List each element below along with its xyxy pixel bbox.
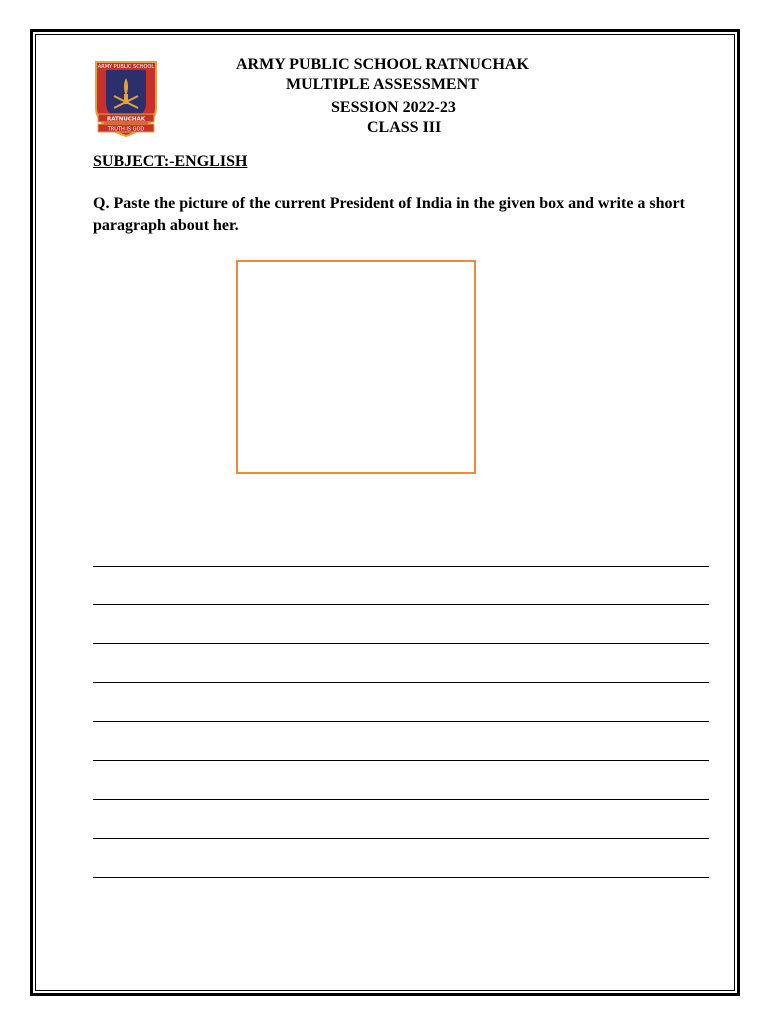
subject-heading: SUBJECT:-ENGLISH — [93, 153, 248, 170]
logo-motto: TRUTH IS GOD — [107, 126, 145, 133]
writing-line — [93, 682, 709, 683]
writing-line — [93, 604, 709, 605]
writing-line — [93, 799, 709, 800]
writing-line — [93, 838, 709, 839]
writing-line — [93, 566, 709, 567]
photo-paste-box — [236, 260, 476, 474]
session-label: SESSION 2022-23 — [331, 99, 456, 116]
writing-line — [93, 877, 709, 878]
page-border-inner — [35, 34, 735, 991]
logo-banner-text: RATNUCHAK — [106, 116, 146, 123]
logo-top-text: ARMY PUBLIC SCHOOL — [97, 64, 155, 70]
writing-line — [93, 721, 709, 722]
assessment-title: MULTIPLE ASSESSMENT — [286, 76, 479, 93]
question-text: Q. Paste the picture of the current President of India in the given box and write a short paragraph about her. — [93, 195, 685, 234]
school-logo — [88, 56, 164, 138]
writing-line — [93, 643, 709, 644]
class-label: CLASS III — [367, 119, 442, 136]
writing-line — [93, 760, 709, 761]
school-name: ARMY PUBLIC SCHOOL RATNUCHAK — [236, 56, 529, 73]
